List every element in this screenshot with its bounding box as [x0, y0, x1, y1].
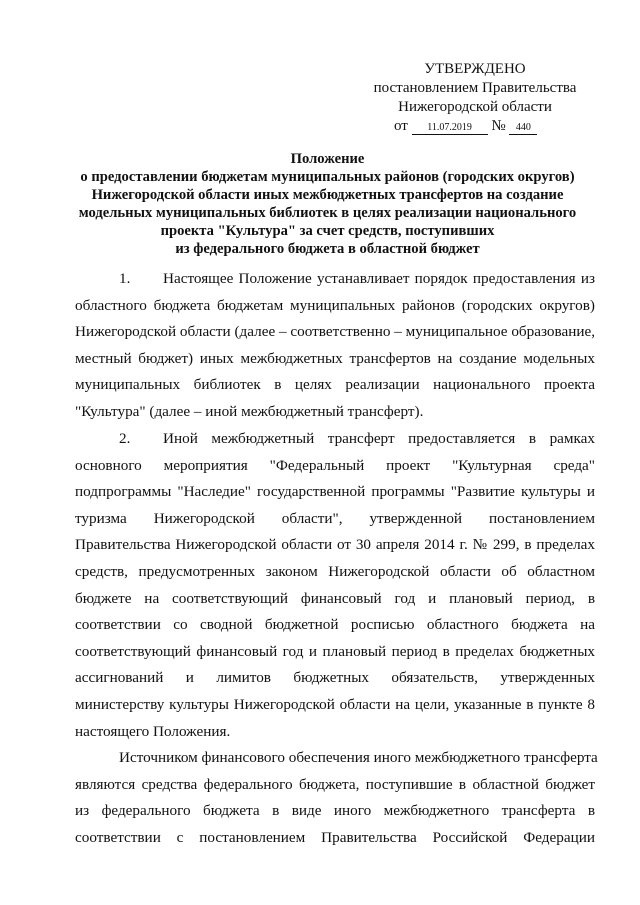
paragraph-line: соответствии с постановлением Правительства Российской Федерации: [75, 828, 595, 846]
paragraph-line: средств, предусмотренных законом Нижегородской области об областном: [75, 562, 595, 580]
approval-decree-line: постановлением Правительства: [373, 80, 577, 96]
number-sign: №: [491, 118, 506, 134]
paragraph-line: муниципальных библиотек в целях реализации национального проекта: [75, 376, 595, 394]
paragraph-line: Правительства Нижегородской области от 30 апреля 2014 г. № 299, в пределах: [75, 536, 595, 554]
paragraph-line: из федерального бюджета в виде иного межбюджетного трансферта в: [75, 802, 595, 820]
paragraph-1: [75, 266, 595, 426]
title-line-4: модельных муниципальных библиотек в целях реализации национального: [78, 205, 577, 221]
paragraph-line: ассигнований и лимитов бюджетных обязательств, утвержденных: [75, 669, 595, 687]
paragraph-line: являются средства федерального бюджета, поступившие в областной бюджет: [75, 775, 595, 793]
title-line-1: Положение: [290, 151, 365, 167]
approval-heading: УТВЕРЖДЕНО: [424, 61, 526, 77]
paragraph-line: 1. Настоящее Положение устанавливает порядок предоставления из: [75, 266, 595, 293]
paragraph-line: местный бюджет) иных межбюджетных трансфертов на создание модельных: [75, 349, 595, 367]
date-prefix: от: [394, 118, 408, 134]
decree-date: 11.07.2019: [412, 122, 488, 135]
title-line-6: из федерального бюджета в областной бюджет: [175, 241, 480, 257]
approval-region-line: Нижегородской области: [398, 99, 552, 115]
paragraph-line: областного бюджета бюджетам муниципальных районов (городских округов): [75, 296, 595, 314]
paragraph-2: [75, 426, 595, 745]
paragraph-line: соответствующий финансовый год и плановый период в пределах бюджетных: [75, 642, 595, 660]
paragraph-line: министерству культуры Нижегородской области на цели, указанные в пункте 8: [75, 695, 595, 713]
paragraph-line: соответствии со сводной бюджетной росписью областного бюджета на: [75, 616, 595, 634]
paragraph-line: основного мероприятия "Федеральный проект "Культурная среда": [75, 456, 595, 474]
paragraph-line: Источником финансового обеспечения иного межбюджетного трансферта: [119, 749, 598, 766]
paragraph-number: 1.: [119, 270, 131, 287]
paragraph-number: 2.: [119, 430, 131, 447]
title-line-2: о предоставлении бюджетам муниципальных районов (городских округов): [80, 169, 575, 185]
approval-date-line: [360, 117, 590, 136]
paragraph-line: Нижегородской области (далее – соответственно – муниципальное образование,: [75, 323, 595, 341]
paragraph-line: "Культура" (далее – иной межбюджетный трансферт).: [75, 402, 424, 420]
paragraph-line: настоящего Положения.: [75, 722, 231, 740]
paragraph-line: подпрограммы "Наследие" государственной программы "Развитие культуры и: [75, 483, 595, 501]
paragraph-line: 2. Иной межбюджетный трансферт предоставляется в рамках: [75, 426, 595, 453]
document-title: [60, 150, 595, 258]
decree-number: 440: [509, 122, 537, 135]
paragraph-3: [75, 745, 598, 851]
title-line-3: Нижегородской области иных межбюджетных трансфертов на создание: [91, 187, 564, 203]
paragraph-line: туризма Нижегородской области", утвержденной постановлением: [75, 509, 595, 527]
paragraph-line: бюджете на соответствующий финансовый год и плановый период, в: [75, 589, 595, 607]
approval-block: [360, 60, 590, 136]
title-line-5: проекта "Культура" за счет средств, поступивших: [160, 223, 495, 239]
